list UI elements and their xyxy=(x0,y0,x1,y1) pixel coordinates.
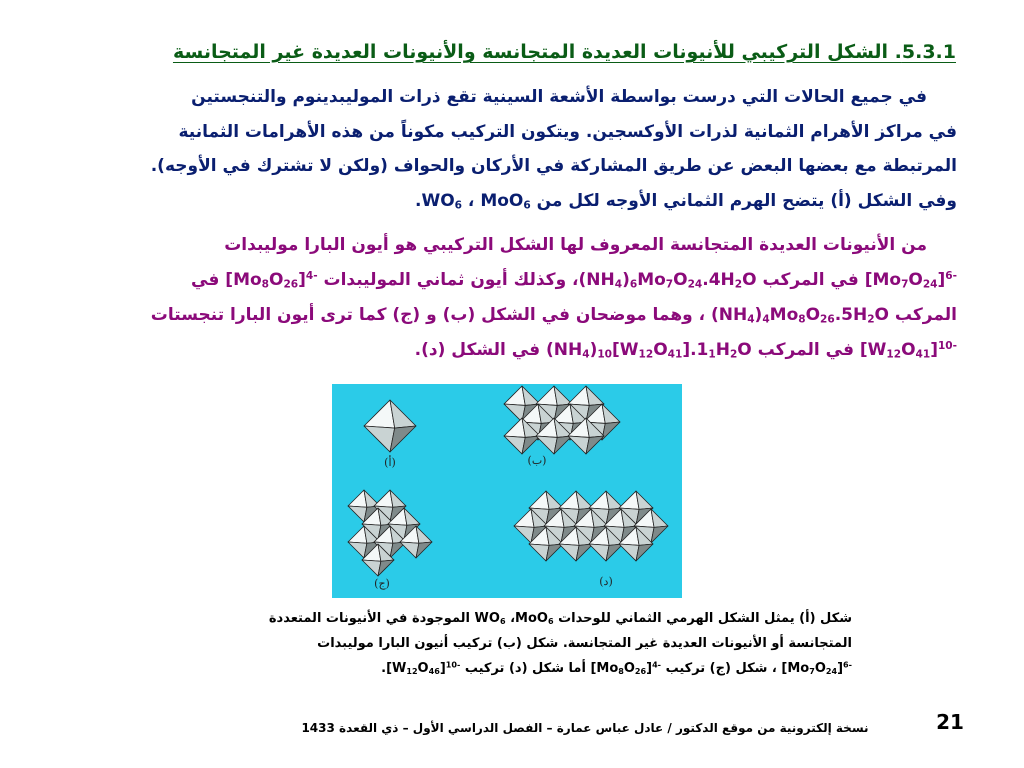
paragraph-1-line-4-text: وفي الشكل (أ) يتضح الهرم الثماني الأوجه لكل من xyxy=(536,190,957,211)
paragraph-2-line-3-text-a: المركب xyxy=(894,305,957,325)
paragraph-1-line-2: في مراكز الأهرام الثمانية لذرات الأوكسجين. ويتكون التركيب مكوناً من هذه الأهرامات الثمانية xyxy=(178,121,957,142)
caption-line-1-text-a: شكل (أ) يمثل الشكل الهرمي الثماني للوحدات xyxy=(558,611,852,626)
paragraph-2-line-3 xyxy=(55,298,957,333)
formula-wo6: $WO_6$ xyxy=(421,190,462,212)
footer-year: 1433 xyxy=(301,721,335,735)
separator: ، xyxy=(467,190,475,211)
formula-ammonium-heptamolybdate: $(NH_4)_6Mo_7O_{24}.4H_2O$ xyxy=(578,270,757,291)
caption-line-3-text-b: أما شكل (د) تركيب xyxy=(464,661,586,676)
polyanion-structures-figure xyxy=(332,384,682,598)
paragraph-2-line-2-text-b: ، وكذلك أيون ثماني الموليبدات xyxy=(323,270,579,290)
caption-formula-w12o46: $[W_{12}O_{46}]^{10-}$ xyxy=(386,660,461,676)
label-c: (ج) xyxy=(374,577,390,590)
paragraph-1 xyxy=(55,80,957,218)
paragraph-1-line-3: المرتبطة مع بعضها البعض عن طريق المشاركة في الأركان والحواف (ولكن لا تشترك في الأوجه). xyxy=(150,156,957,176)
formula-ammonium-paratungstate: $(NH_4)_{10}[W_{12}O_{41}].1_1H_2O$ xyxy=(546,340,752,361)
paragraph-2-line-2-text-c: في xyxy=(191,270,220,290)
caption-line-3-text-a: ، شكل (ج) تركيب xyxy=(665,661,777,676)
paragraph-2-line-2 xyxy=(55,263,957,298)
paragraph-2-line-1: من الأنيونات العديدة المتجانسة المعروف لها الشكل التركيبي هو أيون البارا موليبدات xyxy=(224,235,927,255)
paragraph-2-line-3-text-b: ، وهما موضحان في الشكل (ب) و (ج) كما ترى أيون البارا تنجستات xyxy=(150,305,706,325)
paragraph-2-line-4-text-b: في الشكل (د). xyxy=(414,340,541,360)
formula-w12o41-anion: $[W_{12}O_{41}]^{10-}$ xyxy=(859,340,957,361)
label-d: (د) xyxy=(599,575,613,588)
paragraph-2 xyxy=(55,228,957,368)
formula-ammonium-octamolybdate: $(NH_4)_4Mo_8O_{26}.5H_2O$ xyxy=(710,305,889,326)
label-a: (أ) xyxy=(384,456,396,469)
paragraph-1-line-4 xyxy=(55,184,957,219)
caption-formula-moo6: MoO$_6$ xyxy=(515,611,554,626)
formula-mo7o24-anion: $[Mo_7O_{24}]^{6-}$ xyxy=(864,270,957,291)
label-b: (ب) xyxy=(527,454,547,467)
caption-line-1-text-b: الموجودة في الأنيونات المتعددة xyxy=(268,611,471,626)
page-number: 21 xyxy=(936,710,964,734)
caption-line-2: المتجانسة أو الأنيونات العديدة غير المتجانسة. شكل (ب) تركيب أنيون البارا موليبدات xyxy=(317,636,852,651)
caption-end-period: . xyxy=(381,661,387,676)
caption-line-1 xyxy=(160,606,852,631)
caption-line-3 xyxy=(160,656,852,681)
caption-formula-mo8o26: $[Mo_8O_{26}]^{4-}$ xyxy=(590,660,662,676)
formula-mo8o26-anion: $[Mo_8O_{26}]^{4-}$ xyxy=(225,270,318,291)
caption-separator: ، xyxy=(510,611,516,626)
caption-formula-wo6: $WO_6$ xyxy=(474,611,506,626)
footer-credit xyxy=(300,718,870,738)
section-title: 5.3.1. الشكل التركيبي للأنيونات العديدة المتجانسة والأنيونات العديدة غير المتجانسة xyxy=(172,41,956,63)
figure-caption xyxy=(160,606,852,681)
paragraph-2-line-4-text-a: في المركب xyxy=(757,340,854,360)
figure-drawing xyxy=(332,384,682,598)
footer-credit-text: نسخة إلكترونية من موقع الدكتور / عادل عباس عمارة – الفصل الدراسي الأول – ذي القعدة xyxy=(339,721,869,735)
caption-formula-mo7o24: $[Mo_7O_{24}]^{6-}$ xyxy=(781,660,852,676)
paragraph-2-line-2-text-a: في المركب xyxy=(762,270,859,290)
formula-moo6: MoO$_6$ xyxy=(480,190,531,212)
end-period: . xyxy=(415,190,422,211)
paragraph-2-line-4 xyxy=(55,333,957,368)
paragraph-1-line-1: في جميع الحالات التي درست بواسطة الأشعة السينية تقع ذرات الموليبدينوم والتنجستين xyxy=(191,87,927,107)
